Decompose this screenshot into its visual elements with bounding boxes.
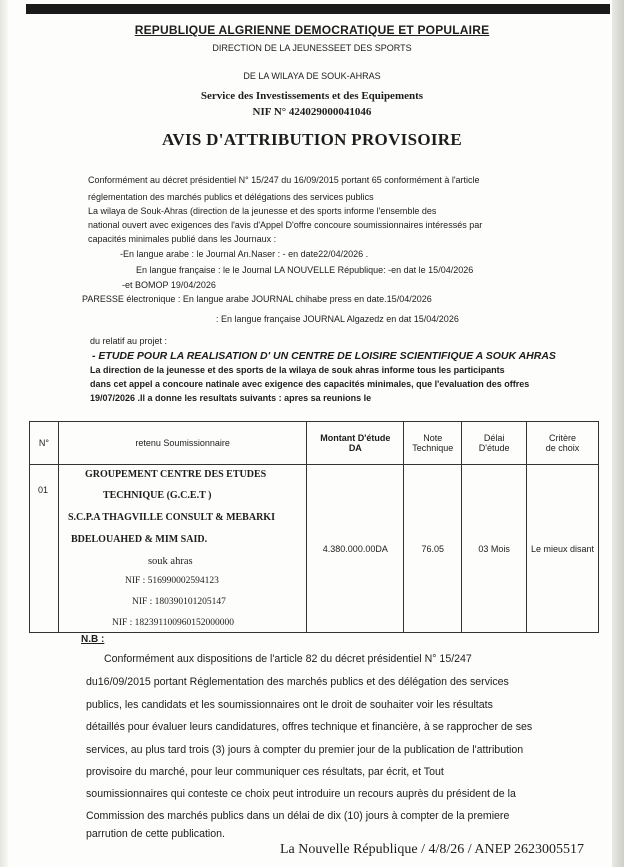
nb-paragraph-line: services, au plus tard trois (3) jours à compter du premier jour de la publication de l'attribution [86,744,524,756]
intro-line-11: du relatif au projet : [90,336,168,346]
bidder-line: NIF : 516990002594123 [124,576,219,586]
intro-line-6: -En langue arabe : le Journal An.Naser : - en date22/04/2026 . [120,249,369,259]
row-criteria: Le mieux disant [527,465,599,633]
nb-paragraph-line: provisoire du marché, pour leur communiquer ces résultats, par écrit, et Tout [86,766,444,778]
publication-footer: La Nouvelle République / 4/8/26 / ANEP 2623005517 [280,842,584,857]
header-delay-line-2: D'étude [478,443,510,453]
intro-line-14: 19/07/2026 .Il a donne les resultats suivants : apres sa reunions le [90,393,372,403]
header-criteria [527,422,599,465]
row-amount: 4.380.000.00DA [307,465,404,633]
row-bidder [58,465,306,633]
intro-line-5: capacités minimales publié dans les Journaux : [88,234,277,244]
header-score [404,422,462,465]
intro-line-7: En langue française : le le Journal LA NOUVELLE République: -en dat le 15/04/2026 [136,265,474,275]
row-delay: 03 Mois [462,465,527,633]
header-amount-line-2: DA [348,443,362,453]
header-amount [307,422,404,465]
intro-line-12: La direction de la jeunesse et des sports de la wilaya de souk ahras informe tous les participants [90,365,505,375]
intro-line-2: réglementation des marchés publics et délégations des services publics [88,192,374,202]
bidder-line: souk ahras [147,556,193,567]
nif-heading: NIF N° 424029000041046 [252,106,372,118]
nb-label: N.B : [81,634,105,645]
wilaya-heading: DE LA WILAYA DE SOUK-AHRAS [243,71,381,81]
bidder-line: BDELOUAHED & MIM SAID. [70,534,208,545]
bidder-line: NIF : 182391100960152000000 [111,618,235,628]
intro-line-13: dans cet appel a concoure natinale avec exigence des capacités minimales, que l'evaluation des offres [90,379,530,389]
nb-paragraph-line: détaillés pour évaluer leurs candidatures, offres technique et financière, à se rapprocher de ses [86,721,533,733]
intro-line-1: Conformément au décret présidentiel N° 15/247 du 16/09/2015 portant 65 conformément à l'article [88,175,480,185]
nb-paragraph-line: soumissionnaires qui conteste ce choix peut introduire un recours auprès du président de la [86,788,516,800]
header-amount-line-1: Montant D'étude [320,433,391,443]
header-criteria-line-1: Critère [549,433,577,443]
intro-line-10: : En langue française JOURNAL Algazedz en dat 15/04/2026 [216,314,459,324]
table-row [30,465,599,633]
header-num: N° [30,422,59,465]
nb-paragraph-line: Conformément aux dispositions de l'article 82 du décret présidentiel N° 15/247 [104,653,472,665]
nb-paragraph-line: publics, les candidats et les soumissionnaires ont le droit de souhaiter voir les résultats [86,699,493,711]
direction-heading: DIRECTION DE LA JEUNESSEET DES SPORTS [212,43,412,53]
nb-paragraph-line: parrution de cette publication. [86,828,225,840]
header-delay-line-1: Délai [483,433,505,443]
intro-line-9: PARESSE électronique : En langue arabe JOURNAL chihabe press en date.15/04/2026 [82,294,432,304]
row-score: 76.05 [404,465,462,633]
service-heading: Service des Investissements et des Equipements [200,90,424,102]
header-bidder: retenu Soumissionnaire [58,422,306,465]
bidder-line: GROUPEMENT CENTRE DES ETUDES [84,469,267,480]
nb-paragraph-line: Commission des marchés publics dans un délai de dix (10) jours à compter de la premiere [86,810,510,822]
results-table [29,421,599,633]
nb-paragraph-line: du16/09/2015 portant Réglementation des marchés publics et des délégation des services [86,676,509,688]
header-delay [462,422,527,465]
header-criteria-line-2: de choix [545,443,580,453]
intro-line-4: national ouvert avec exigences des l'avis d'Appel D'offre concoure soumissionnaires intéressés par [88,220,483,230]
bidder-line: TECHNIQUE (G.C.E.T ) [102,490,212,501]
header-score-line-2: Technique [412,443,454,453]
bidder-line: NIF : 180390101205147 [131,597,226,607]
project-title: - ETUDE POUR LA REALISATION D' UN CENTRE DE LOISIRE SCIENTIFIQUE A SOUK AHRAS [92,350,556,362]
bidder-line: S.C.P.A THAGVILLE CONSULT & MEBARKI [67,512,275,523]
scan-top-bar [26,4,610,14]
intro-line-8: -et BOMOP 19/04/2026 [122,280,216,290]
row-num: 01 [30,465,59,633]
page-title: AVIS D'ATTRIBUTION PROVISOIRE [162,130,462,149]
table-header-row [30,422,599,465]
republic-heading: REPUBLIQUE ALGRIENNE DEMOCRATIQUE ET POPULAIRE [134,23,490,37]
intro-line-3: La wilaya de Souk-Ahras (direction de la jeunesse et des sports informe l'ensemble des [88,206,437,216]
header-score-line-1: Note [423,433,443,443]
